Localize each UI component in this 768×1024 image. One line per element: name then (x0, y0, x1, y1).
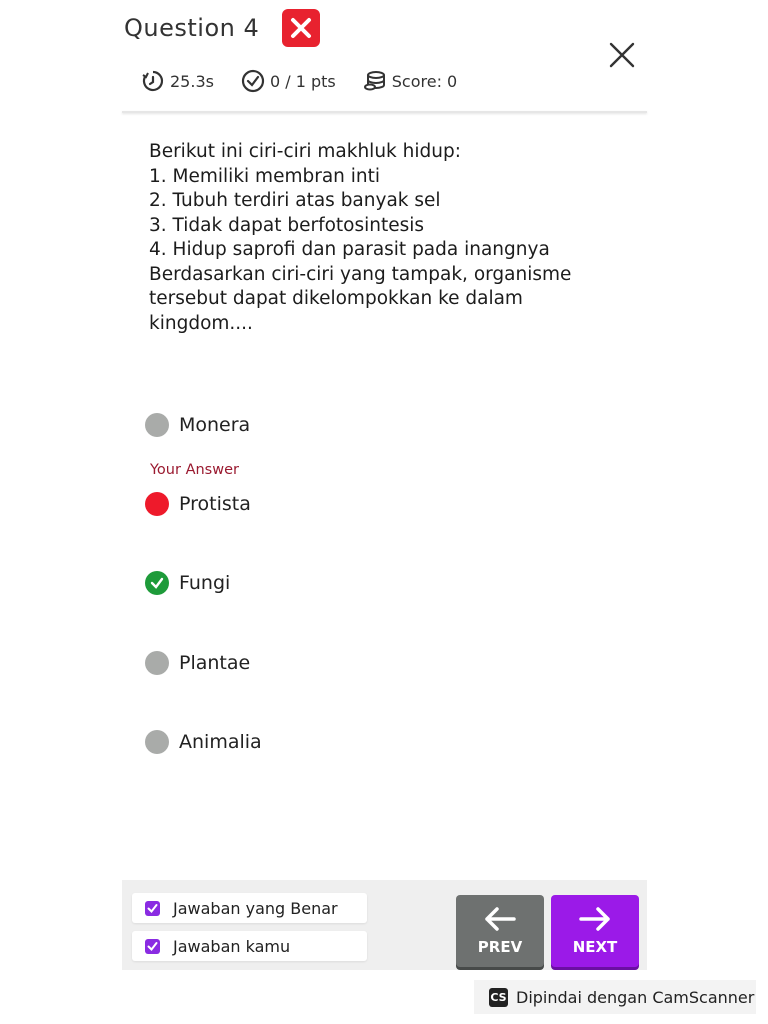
option-label: Protista (179, 493, 251, 515)
question-title: Question 4 (124, 14, 260, 42)
prev-label: PREV (477, 938, 523, 956)
coins-icon (362, 68, 388, 94)
arrow-right-icon (578, 906, 612, 932)
stats-bar (140, 66, 483, 96)
option-protista[interactable] (145, 489, 251, 519)
legend-correct-answer[interactable] (132, 893, 367, 923)
x-icon (289, 16, 313, 40)
correct-check-icon (145, 571, 169, 595)
legend-label: Jawaban yang Benar (173, 898, 338, 918)
option-fungi[interactable] (145, 568, 230, 598)
legend-your-answer[interactable] (132, 931, 367, 961)
next-label: NEXT (572, 938, 618, 956)
option-animalia[interactable] (145, 727, 262, 757)
close-button[interactable] (604, 37, 640, 73)
wrong-answer-badge (282, 9, 320, 47)
next-button[interactable] (551, 895, 639, 967)
option-label: Fungi (179, 572, 231, 594)
timer-icon (140, 68, 166, 94)
your-answer-label: Your Answer (150, 462, 239, 478)
camscanner-watermark (474, 980, 756, 1014)
wrong-answer-dot (145, 492, 169, 516)
option-radio (145, 730, 169, 754)
question-text: Berikut ini ciri-ciri makhluk hidup: 1. Memiliki membran inti 2. Tubuh terdiri atas banyak sel 3. Tidak dapat berfotosintesis 4. Hidup saprofi dan parasit pada inangnya Berdasarkan ciri-ciri yang tampak, organisme tersebut dapat dikelompokkan ke dalam kingdom.... (149, 141, 572, 334)
score-value: Score: 0 (391, 71, 458, 91)
points-stat (240, 68, 336, 94)
camscanner-logo-icon: CS (489, 988, 508, 1007)
option-label: Monera (179, 414, 251, 436)
timer-stat (140, 68, 214, 94)
prev-button[interactable] (456, 895, 544, 967)
legend-label: Jawaban kamu (173, 936, 291, 956)
option-radio (145, 651, 169, 675)
score-stat (362, 68, 457, 94)
close-icon (609, 42, 635, 68)
points-value: 0 / 1 pts (269, 71, 336, 91)
arrow-left-icon (483, 906, 517, 932)
checkbox-icon (145, 939, 160, 954)
option-monera[interactable] (145, 410, 250, 440)
header-divider (122, 111, 647, 113)
option-label: Animalia (179, 731, 262, 753)
option-plantae[interactable] (145, 648, 250, 678)
option-radio (145, 413, 169, 437)
check-circle-icon (240, 68, 266, 94)
option-label: Plantae (179, 652, 251, 674)
checkbox-icon (145, 901, 160, 916)
time-value: 25.3s (170, 71, 214, 91)
watermark-text: Dipindai dengan CamScanner (516, 987, 755, 1007)
